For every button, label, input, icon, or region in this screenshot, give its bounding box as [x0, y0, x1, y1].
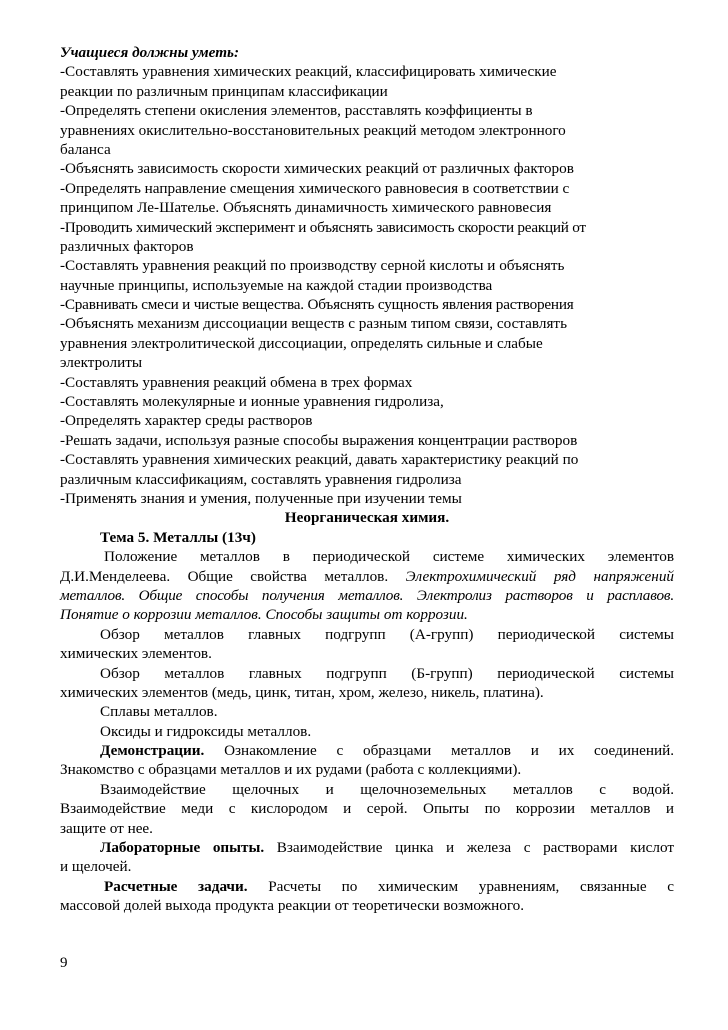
body-line: массовой долей выхода продукта реакции от теоретически возможного. [60, 897, 525, 915]
skills-line: -Сравнивать смеси и чистые вещества. Объяснять сущность явления растворения [60, 296, 574, 314]
skills-line: -Составлять уравнения реакций обмена в трех формах [60, 373, 413, 391]
body-line [60, 741, 674, 760]
body-line: Взаимодействие щелочных и щелочноземельных металлов с водой. [100, 780, 674, 798]
body-line: Положение металлов в периодической системе химических элементов [104, 548, 674, 566]
body-line: Сплавы металлов. [100, 703, 218, 721]
skills-line: -Проводить химический эксперимент и объяснять зависимость скорости реакций от [60, 218, 586, 236]
page-number: 9 [60, 955, 68, 971]
body-line [60, 877, 674, 896]
calc-label: Расчетные задачи. [104, 877, 248, 895]
body-line: Знакомство с образцами металлов и их рудами (работа с коллекциями). [60, 761, 522, 779]
skills-line: принципом Ле-Шателье. Объяснять динамичность химического равновесия [60, 199, 552, 217]
skills-list [60, 62, 674, 508]
body-line: Понятие о коррозии металлов. Способы защиты от коррозии. [60, 606, 468, 624]
skills-line: электролиты [60, 354, 143, 372]
topic-title: Тема 5. Металлы (13ч) [100, 528, 256, 546]
skills-line: -Определять характер среды растворов [60, 412, 313, 430]
body-line [60, 567, 674, 586]
skills-line: -Объяснять механизм диссоциации веществ с разным типом связи, составлять [60, 315, 568, 333]
body-line: и щелочей. [60, 858, 132, 876]
body-line: химических элементов (медь, цинк, титан, хром, железо, никель, платина). [60, 683, 544, 701]
demo-label: Демонстрации. [100, 742, 205, 760]
skills-heading: Учащиеся должны уметь: [60, 44, 240, 61]
skills-line: различным классификациям, составлять уравнения гидролиза [60, 470, 462, 488]
skills-line: -Применять знания и умения, полученные при изучении темы [60, 489, 462, 507]
body-text: Расчеты по химическим уравнениям, связанные с [268, 877, 675, 895]
body-line: Обзор металлов главных подгрупп (А-групп) периодической системы [100, 625, 674, 643]
skills-line: -Решать задачи, используя разные способы выражения концентрации растворов [60, 431, 578, 449]
body-line: Обзор металлов главных подгрупп (Б-групп) периодической системы [100, 664, 674, 682]
skills-line: -Объяснять зависимость скорости химических реакций от различных факторов [60, 160, 574, 178]
skills-line: -Определять направление смещения химического равновесия в соответствии с [60, 179, 570, 197]
document-page [60, 43, 674, 916]
body-text-italic: Электрохимический ряд напряжений [405, 567, 675, 585]
skills-line: уравнениях окислительно-восстановительных реакций методом электронного [60, 121, 566, 139]
skills-line: -Составлять уравнения химических реакций, давать характеристику реакций по [60, 451, 579, 469]
skills-line: баланса [60, 140, 111, 158]
skills-line: научные принципы, используемые на каждой стадии производства [60, 276, 493, 294]
body-line [60, 838, 674, 857]
body-line: Взаимодействие меди с кислородом и серой. Опыты по коррозии металлов и [60, 800, 674, 818]
skills-line: реакции по различным принципам классификации [60, 82, 388, 100]
skills-line: уравнения электролитической диссоциации, определять сильные и слабые [60, 334, 543, 352]
skills-line: -Определять степени окисления элементов, расставлять коэффициенты в [60, 102, 533, 120]
skills-line: -Составлять молекулярные и ионные уравнения гидролиза, [60, 393, 444, 411]
body-line: Оксиды и гидроксиды металлов. [100, 722, 312, 740]
skills-line: различных факторов [60, 237, 194, 255]
body-text: Д.И.Менделеева. Общие свойства металлов. [60, 567, 389, 585]
section-title: Неорганическая химия. [284, 509, 450, 527]
body-line: химических элементов. [60, 645, 212, 663]
skills-line: -Составлять уравнения химических реакций, классифицировать химические [60, 63, 557, 81]
body-line: металлов. Общие способы получения металлов. Электролиз растворов и расплавов. [60, 586, 674, 604]
body-text: Взаимодействие цинка и железа с растворами кислот [276, 839, 674, 857]
body-line: защите от нее. [60, 819, 153, 837]
skills-line: -Составлять уравнения реакций по производству серной кислоты и объяснять [60, 257, 565, 275]
body-text: Ознакомление с образцами металлов и их соединений. [224, 742, 675, 760]
lab-label: Лабораторные опыты. [100, 839, 265, 857]
